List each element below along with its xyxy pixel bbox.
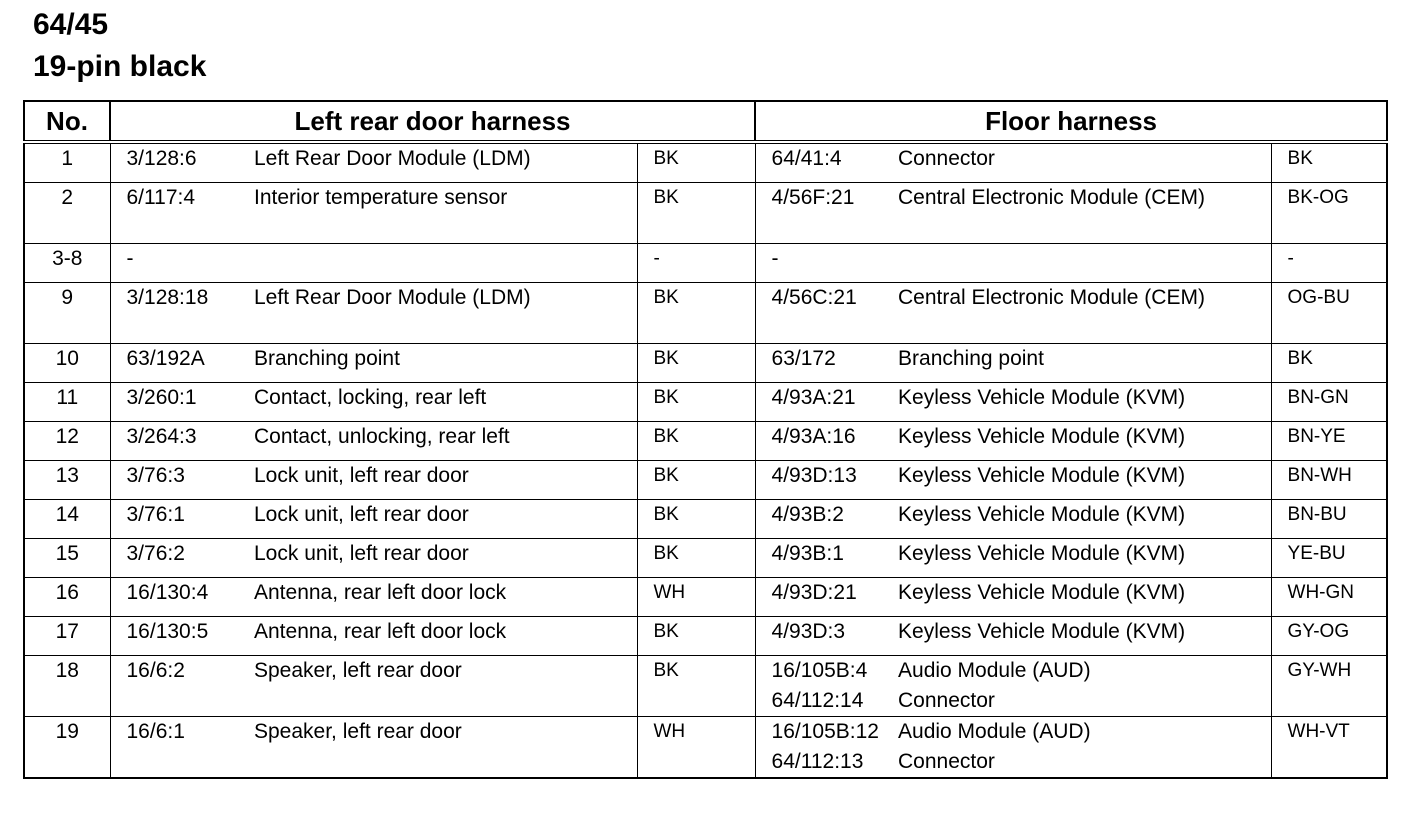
floor-wire-color [1271,142,1387,183]
floor-connector-text: 4/93D:21 [771,581,857,604]
floor-description-text: Central Electronic Module (CEM) [898,286,1205,309]
left-description [252,383,637,422]
header-left-rear-door-harness: Left rear door harness [110,101,755,142]
left-connector-text: 3/76:2 [126,542,185,565]
floor-connector-text: 4/56F:21 [771,186,855,209]
floor-description-text: Branching point [898,347,1044,370]
left-connector [110,656,252,717]
left-connector-text: 16/6:2 [126,659,185,682]
floor-connector-text: 4/93B:2 [771,503,844,526]
floor-wire-color-text: GY-WH [1287,660,1352,681]
left-wire-color [637,656,755,717]
floor-description-text: Keyless Vehicle Module (KVM) [898,620,1186,643]
floor-description [896,244,1271,283]
floor-wire-color-text: - [1287,248,1294,269]
left-connector [110,500,252,539]
left-description-text: Lock unit, left rear door [254,542,469,565]
pin-number [24,344,110,383]
floor-connector [755,539,896,578]
page-heading [33,4,206,88]
floor-connector [755,578,896,617]
connector-description: 19-pin black [33,50,207,83]
left-wire-color-text: BK [653,426,679,447]
floor-description [896,461,1271,500]
floor-description [896,617,1271,656]
left-connector [110,283,252,344]
left-wire-color [637,183,755,244]
floor-connector [755,244,896,283]
floor-description [896,422,1271,461]
floor-connector [755,283,896,344]
floor-connector-text: 4/93D:13 [771,464,857,487]
floor-wire-color [1271,344,1387,383]
table-row [24,183,1387,244]
left-connector-text: 16/130:5 [126,620,209,643]
floor-wire-color [1271,578,1387,617]
floor-wire-color [1271,539,1387,578]
left-wire-color [637,500,755,539]
pin-number [24,656,110,717]
floor-connector-text: 64/41:4 [771,147,842,170]
pin-number-text: 18 [55,659,79,682]
left-wire-color [637,578,755,617]
floor-connector-text: 16/105B:4 [771,659,868,682]
floor-wire-color-text: BN-BU [1287,504,1347,525]
pin-number [24,578,110,617]
floor-wire-color [1271,183,1387,244]
left-connector-text: 3/76:3 [126,464,185,487]
left-description [252,617,637,656]
left-connector [110,183,252,244]
table-row [24,500,1387,539]
pin-number-text: 17 [55,620,79,643]
floor-description [896,500,1271,539]
left-description-text: Antenna, rear left door lock [254,620,507,643]
pin-number-text: 3-8 [52,247,83,270]
floor-wire-color [1271,283,1387,344]
floor-description-text: Keyless Vehicle Module (KVM) [898,464,1186,487]
pin-number [24,617,110,656]
pin-number [24,183,110,244]
floor-wire-color [1271,461,1387,500]
left-description-text: Speaker, left rear door [254,720,462,743]
pin-number-text: 16 [55,581,79,604]
floor-wire-color-text: BN-GN [1287,387,1349,408]
left-description [252,539,637,578]
left-description-text: Interior temperature sensor [254,186,508,209]
left-connector [110,244,252,283]
left-description-text: Branching point [254,347,400,370]
left-connector [110,383,252,422]
left-wire-color [637,383,755,422]
left-wire-color [637,539,755,578]
left-description [252,717,637,779]
floor-wire-color-text: WH-VT [1287,721,1350,742]
floor-connector [755,717,896,779]
pin-number [24,383,110,422]
table-row [24,461,1387,500]
floor-connector-text: 4/93D:3 [771,620,846,643]
left-wire-color-text: BK [653,387,679,408]
pin-number-text: 14 [55,503,79,526]
floor-wire-color [1271,500,1387,539]
table-row [24,283,1387,344]
left-description-text: Left Rear Door Module (LDM) [254,286,531,309]
floor-connector-text: 63/172 [771,347,836,370]
left-wire-color [637,142,755,183]
floor-description [896,183,1271,244]
floor-connector [755,344,896,383]
floor-connector [755,500,896,539]
left-connector-text: 6/117:4 [126,186,196,209]
floor-wire-color [1271,422,1387,461]
left-connector-text: 16/130:4 [126,581,209,604]
floor-wire-color [1271,656,1387,717]
pin-number [24,717,110,779]
table-row [24,539,1387,578]
floor-wire-color-text: YE-BU [1287,543,1346,564]
floor-connector [755,183,896,244]
pin-number [24,461,110,500]
pin-number-text: 15 [55,542,79,565]
left-description [252,183,637,244]
left-description [252,578,637,617]
left-connector [110,344,252,383]
left-wire-color-text: BK [653,621,679,642]
floor-wire-color [1271,383,1387,422]
left-connector [110,461,252,500]
left-description [252,422,637,461]
left-description-text: Lock unit, left rear door [254,503,469,526]
floor-description-text-line2: Connector [898,689,995,712]
left-wire-color [637,422,755,461]
left-description [252,142,637,183]
left-description-text: Lock unit, left rear door [254,464,469,487]
left-wire-color [637,717,755,779]
pin-number [24,244,110,283]
left-connector-text: 3/128:6 [126,147,197,170]
header-no: No. [24,101,110,142]
left-wire-color-text: BK [653,348,679,369]
floor-wire-color-text: BN-YE [1287,426,1346,447]
left-wire-color-text: WH [653,582,686,603]
left-description-text: Left Rear Door Module (LDM) [254,147,531,170]
left-wire-color-text: - [653,248,660,269]
left-connector-text: 3/76:1 [126,503,185,526]
pin-number-text: 2 [61,186,74,209]
left-wire-color-text: BK [653,504,679,525]
floor-connector-text: - [771,247,779,270]
left-connector [110,539,252,578]
pin-number-text: 9 [61,286,74,309]
left-description-text: Contact, unlocking, rear left [254,425,510,448]
floor-connector [755,461,896,500]
left-description-text: Speaker, left rear door [254,659,462,682]
pinout-table [23,100,1388,779]
floor-connector-text: 4/93A:21 [771,386,856,409]
table-row [24,344,1387,383]
left-wire-color [637,617,755,656]
left-wire-color [637,244,755,283]
floor-description-text: Keyless Vehicle Module (KVM) [898,581,1186,604]
floor-description-text: Keyless Vehicle Module (KVM) [898,386,1186,409]
left-description-text: Antenna, rear left door lock [254,581,507,604]
header-floor-harness: Floor harness [755,101,1387,142]
pin-number-text: 19 [55,720,79,743]
floor-description-text: Keyless Vehicle Module (KVM) [898,542,1186,565]
floor-description-text: Connector [898,147,995,170]
connector-id: 64/45 [33,8,109,41]
floor-description [896,283,1271,344]
left-connector [110,717,252,779]
floor-description [896,383,1271,422]
floor-connector-text-line2: 64/112:14 [771,689,864,712]
floor-description-text: Keyless Vehicle Module (KVM) [898,503,1186,526]
left-wire-color-text: BK [653,287,679,308]
left-description [252,461,637,500]
left-connector-text: - [126,247,134,270]
floor-connector-text-line2: 64/112:13 [771,750,864,773]
floor-wire-color-text: BK-OG [1287,187,1349,208]
left-wire-color-text: BK [653,660,679,681]
table-row [24,617,1387,656]
floor-wire-color-text: GY-OG [1287,621,1350,642]
left-connector-text: 3/128:18 [126,286,209,309]
left-wire-color-text: BK [653,465,679,486]
left-wire-color [637,283,755,344]
left-wire-color-text: BK [653,543,679,564]
left-connector-text: 3/264:3 [126,425,197,448]
pin-number-text: 13 [55,464,79,487]
left-description [252,500,637,539]
pin-number-text: 12 [55,425,79,448]
pin-number [24,283,110,344]
floor-connector [755,617,896,656]
left-wire-color-text: WH [653,721,686,742]
left-connector-text: 63/192A [126,347,205,370]
floor-description-text: Keyless Vehicle Module (KVM) [898,425,1186,448]
table-row [24,717,1387,779]
floor-description [896,656,1271,717]
pin-number [24,142,110,183]
floor-description [896,344,1271,383]
table-row [24,142,1387,183]
floor-connector-text: 4/56C:21 [771,286,857,309]
floor-description-text-line2: Connector [898,750,995,773]
floor-connector-text: 4/93A:16 [771,425,856,448]
pin-number [24,500,110,539]
left-connector [110,142,252,183]
pin-number-text: 1 [61,147,74,170]
floor-description-text: Audio Module (AUD) [898,659,1091,682]
table-row [24,244,1387,283]
floor-connector [755,656,896,717]
floor-description [896,717,1271,779]
floor-wire-color-text: BN-WH [1287,465,1352,486]
left-connector [110,617,252,656]
left-description [252,656,637,717]
floor-wire-color [1271,617,1387,656]
left-wire-color-text: BK [653,148,679,169]
pin-number-text: 10 [55,347,79,370]
floor-wire-color [1271,717,1387,779]
floor-connector [755,383,896,422]
floor-connector-text: 16/105B:12 [771,720,879,743]
left-description-text: Contact, locking, rear left [254,386,487,409]
floor-wire-color-text: BK [1287,348,1313,369]
left-connector-text: 16/6:1 [126,720,185,743]
floor-description-text: Audio Module (AUD) [898,720,1091,743]
floor-connector [755,142,896,183]
floor-connector [755,422,896,461]
table-row [24,578,1387,617]
table-row [24,422,1387,461]
left-connector-text: 3/260:1 [126,386,197,409]
left-description [252,244,637,283]
floor-wire-color-text: OG-BU [1287,287,1350,308]
left-description [252,283,637,344]
floor-wire-color-text: WH-GN [1287,582,1354,603]
floor-wire-color-text: BK [1287,148,1313,169]
floor-description-text: Central Electronic Module (CEM) [898,186,1205,209]
floor-description [896,539,1271,578]
floor-description [896,578,1271,617]
table-row [24,656,1387,717]
floor-connector-text: 4/93B:1 [771,542,844,565]
pin-number [24,539,110,578]
left-connector [110,422,252,461]
left-description [252,344,637,383]
left-wire-color [637,344,755,383]
left-wire-color-text: BK [653,187,679,208]
floor-description [896,142,1271,183]
pin-number-text: 11 [56,386,79,409]
table-header-row [24,101,1387,142]
floor-wire-color [1271,244,1387,283]
table-row [24,383,1387,422]
left-wire-color [637,461,755,500]
table-body [24,142,1387,778]
pin-number [24,422,110,461]
left-connector [110,578,252,617]
